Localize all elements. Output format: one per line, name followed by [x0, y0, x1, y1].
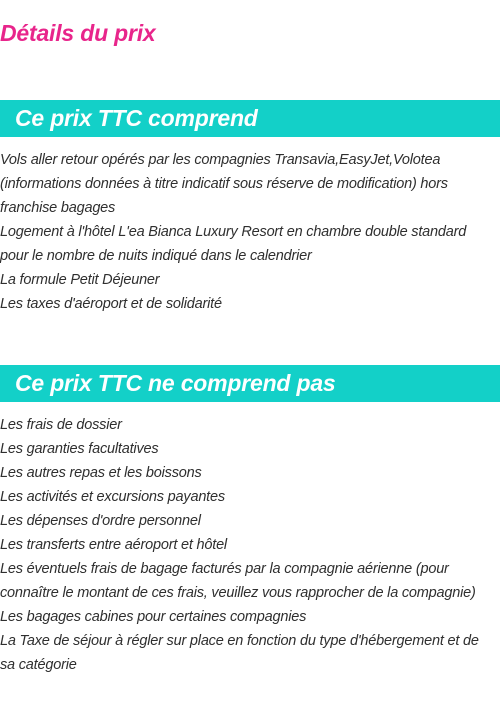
list-item: Les garanties facultatives	[0, 441, 159, 457]
list-item: Les frais de dossier	[0, 417, 122, 433]
list-item: Les transferts entre aéroport et hôtel	[0, 537, 227, 553]
list-item: Les activités et excursions payantes	[0, 489, 225, 505]
list-item: Les dépenses d'ordre personnel	[0, 513, 201, 529]
list-item: Les bagages cabines pour certaines compagnies	[0, 609, 307, 625]
page-title: Détails du prix	[0, 20, 156, 46]
excluded-list	[0, 413, 500, 677]
excluded-header: Ce prix TTC ne comprend pas	[0, 365, 500, 402]
list-item: Logement à l'hôtel L'ea Bianca Luxury Resort en chambre double standard pour le nombre de nuits indiqué dans le calendrier	[0, 224, 467, 264]
list-item: La formule Petit Déjeuner	[0, 272, 160, 288]
list-item: Vols aller retour opérés par les compagnies Transavia,EasyJet,Volotea (informations données à titre indicatif sous réserve de modification) hors franchise bagages	[0, 152, 448, 216]
list-item: Les autres repas et les boissons	[0, 465, 202, 481]
included-header: Ce prix TTC comprend	[0, 100, 500, 137]
excluded-section	[0, 365, 500, 677]
list-item: La Taxe de séjour à régler sur place en fonction du type d'hébergement et de sa catégorie	[0, 633, 479, 673]
included-list	[0, 148, 500, 316]
list-item: Les taxes d'aéroport et de solidarité	[0, 296, 222, 312]
included-section	[0, 100, 500, 316]
list-item: Les éventuels frais de bagage facturés par la compagnie aérienne (pour connaître le montant de ces frais, veuillez vous rapprocher de la compagnie)	[0, 561, 476, 601]
